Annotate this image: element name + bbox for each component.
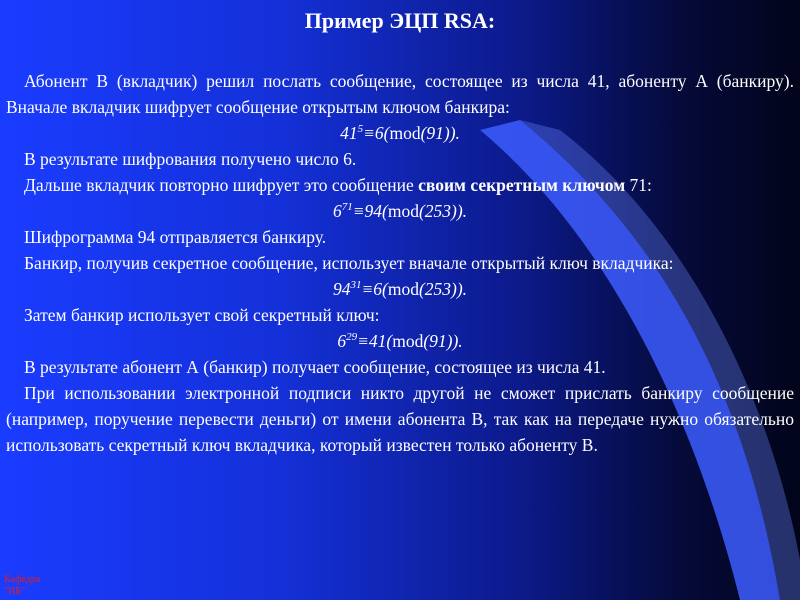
paragraph-received: В результате абонент А (банкир) получает сообщение, состоящее из числа 41.: [24, 357, 606, 377]
formula-2: $6^{71}\equiv 94(mod(253))$.: [332, 201, 468, 221]
paragraph-conclusion: При использовании электронной подписи никто другой не сможет прислать банкиру сообщение (например, поручение перевести деньги) от имени абонента В, так как на передаче нужно обязательно использовать секретный ключ вкладчика, который известен только абоненту В.: [6, 383, 794, 455]
footer-line-2: "ИБ": [4, 586, 26, 597]
slide-title: Пример ЭЦП RSA:: [304, 8, 496, 33]
paragraph-banker-decrypt: Банкир, получив секретное сообщение, использует вначале открытый ключ вкладчика:: [24, 253, 674, 273]
formula-3: $94^{31}\equiv 6(mod(253))$.: [332, 279, 468, 299]
paragraph-intro: Абонент В (вкладчик) решил послать сообщение, состоящее из числа 41, абоненту А (банкиру). Вначале вкладчик шифрует сообщение открытым ключом банкира:: [6, 71, 794, 117]
slide-body: [6, 68, 794, 458]
paragraph-secret-key: Дальше вкладчик повторно шифрует это сообщение своим секретным ключом 71:: [24, 175, 652, 195]
formula-1: $41^5\equiv 6(mod(91))$.: [340, 123, 460, 143]
footer-department-label: [4, 574, 40, 598]
paragraph-cipher-sent: Шифрограмма 94 отправляется банкиру.: [24, 227, 327, 247]
paragraph-result: В результате шифрования получено число 6.: [24, 149, 357, 169]
paragraph-banker-secret: Затем банкир использует свой секретный ключ:: [24, 305, 380, 325]
footer-line-1: Кафедра: [4, 574, 41, 585]
slide: [6, 0, 794, 600]
formula-4: $6^{29}\equiv 41(mod(91))$.: [337, 331, 463, 351]
